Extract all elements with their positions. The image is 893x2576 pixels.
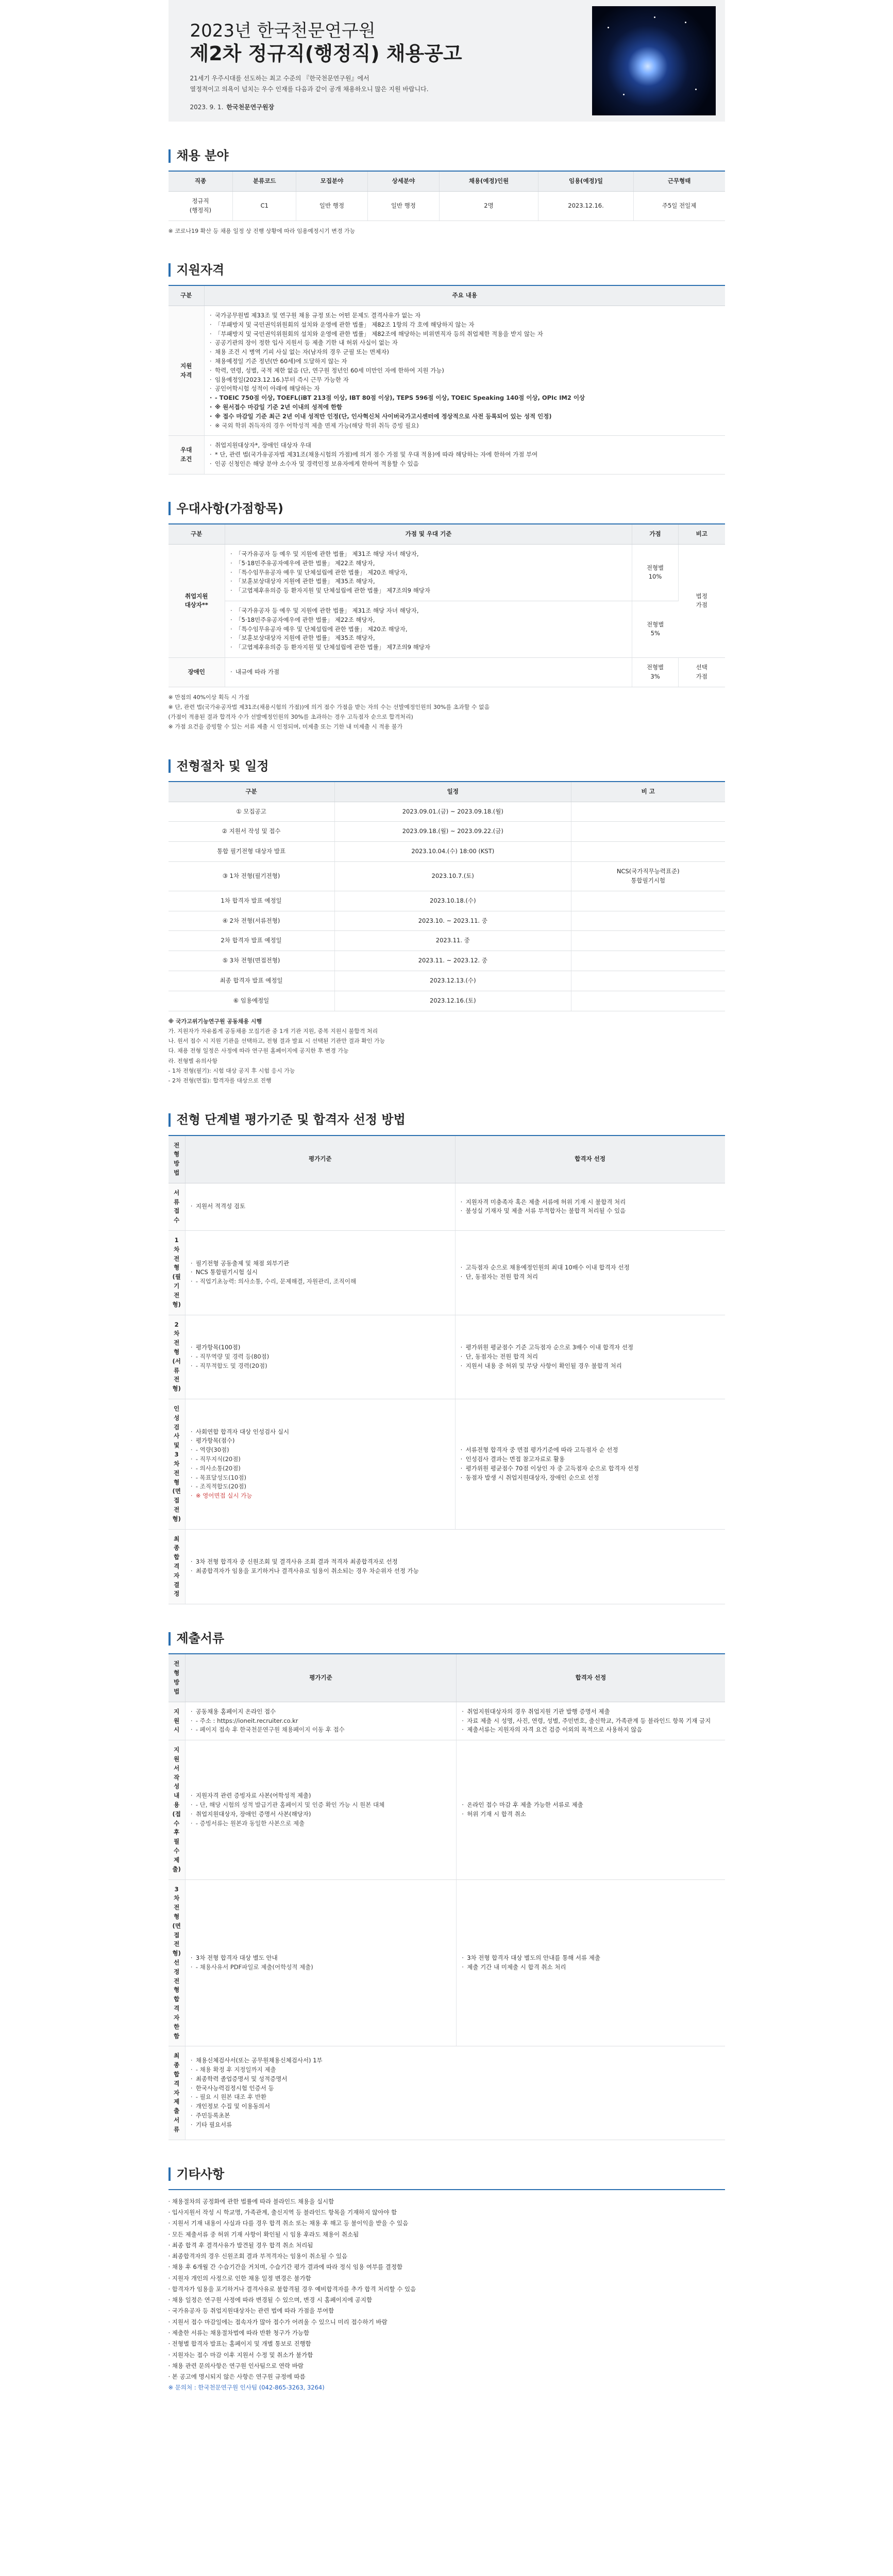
table-row <box>169 862 725 891</box>
criteria-item: · 3차 전형 합격자 대상 별도 안내 <box>190 1954 452 1963</box>
criteria-item: · - 필요 시 원본 대조 후 반환 <box>190 2093 721 2102</box>
note-line: 나. 원서 접수 시 지원 기관을 선택하고, 전형 결과 발표 시 선택된 기관만 결과 확인 가능 <box>168 1038 385 1045</box>
table-row <box>169 1315 725 1399</box>
criteria-item: · 개인정보 수집 및 이용동의서 <box>190 2102 721 2111</box>
remark: 법정 가점 <box>679 544 725 657</box>
col-header: 비 고 <box>571 782 724 802</box>
col-header: 분류코드 <box>233 172 296 191</box>
note-line: ※ 단, 관련 법(국가유공자법 제31조(채용시험의 가점))에 의거 점수 가점을 받는 자의 수는 선발예정인원의 30%를 초과할 수 없음 <box>168 703 490 710</box>
table-row <box>169 2046 725 2140</box>
criteria-item: · 3차 전형 합격자 중 신원조회 및 결격사유 조회 결과 적격자 최종합격자로 선정 <box>190 1557 721 1567</box>
etc-item: · 합격자가 임용을 포기하거나 결격사유로 불합격될 경우 예비합격자를 추가 합격 처리할 수 있음 <box>168 2285 416 2293</box>
qualification-item: · 학력, 연령, 성별, 국적 제한 없음 (단, 연구원 정년인 60세 미만인 자에 한하여 지원 가능) <box>209 366 721 376</box>
row-label: 최종합격자 결정 <box>169 1529 186 1604</box>
etc-item: · 채용절차의 공정화에 관한 법률에 따라 블라인드 채용을 실시함 <box>168 2197 334 2205</box>
criteria-item: · 채용신체검사서(또는 공무원채용신체검사서) 1부 <box>190 2056 721 2065</box>
procedure-notes <box>169 1016 725 1086</box>
etc-item: · 모든 제출서류 중 허위 기재 사항이 확인될 시 임용 후라도 채용이 취소됨 <box>168 2230 359 2238</box>
table-cell <box>571 802 724 822</box>
table-cell: 일반 행정 <box>296 192 368 221</box>
table-cell: 1차 합격자 발표 예정일 <box>169 891 335 911</box>
criteria-item: · 온라인 접수 마감 후 제출 가능한 서류로 제출 <box>461 1801 720 1810</box>
qualification-item: · 임용예정일(2023.12.16.)부터 즉시 근무 가능한 자 <box>209 376 721 385</box>
row-label: 지원서 작성내용 (접수 후 필수 제출) <box>169 1740 186 1879</box>
criteria-item: · - 페이지 접속 후 한국천문연구원 채용페이지 이동 후 접수 <box>190 1725 452 1735</box>
date-text: 2023. 9. 1. <box>190 104 224 111</box>
criteria-item: · 「국가유공자 등 예우 및 지원에 관한 법률」 제31조 해당 자녀 해당자, <box>229 550 628 559</box>
preference-table <box>169 524 725 687</box>
criteria-item: · 최종학력 졸업증명서 및 성적증명서 <box>190 2075 721 2084</box>
table-cell: 2023.10.18.(수) <box>334 891 571 911</box>
table-cell <box>571 991 724 1011</box>
criteria-item: · 공동채용 홈페이지 온라인 접수 <box>190 1707 452 1717</box>
criteria-item: · - 주소 : https://ioneit.recruiter.co.kr <box>190 1717 452 1726</box>
table-row <box>169 842 725 862</box>
table-cell: ② 지원서 작성 및 접수 <box>169 822 335 842</box>
etc-item: · 지원서 기재 내용이 사실과 다를 경우 합격 취소 또는 채용 후 해고 등 불이익을 받을 수 있음 <box>168 2219 409 2227</box>
row-label: 1차 전형 (필기전형) <box>169 1231 186 1315</box>
section-procedure <box>169 757 725 1086</box>
section-title: 전형 단계별 평가기준 및 합격자 선정 방법 <box>176 1112 406 1127</box>
criteria-item: · 사회연합 합격자 대상 인성검사 실시 <box>190 1428 451 1437</box>
note-line: - 1차 전형(필기): 시험 대상 공지 후 시험 응시 가능 <box>168 1067 295 1074</box>
section-title: 제출서류 <box>176 1631 225 1646</box>
announcement <box>169 0 725 2409</box>
table-row <box>169 1529 725 1604</box>
qualification-item: · 공공기관의 장이 정한 입사 지원서 등 제출 기한 내 허위 사실이 없는 자 <box>209 338 721 348</box>
criteria-item: · 기타 필요서류 <box>190 2121 721 2130</box>
criteria-item: · - 역량(30점) <box>190 1446 451 1455</box>
criteria-item: · - 직무역량 및 경력 등(80점) <box>190 1352 451 1362</box>
section-recruitment <box>169 146 725 236</box>
table-cell: 최종 합격자 발표 예정일 <box>169 971 335 991</box>
table-cell: 2023.09.18.(월) ~ 2023.09.22.(금) <box>334 822 571 842</box>
section-preference <box>169 499 725 732</box>
col-header: 일정 <box>334 782 571 802</box>
table-cell: 주5일 전일제 <box>633 192 724 221</box>
etc-item: · 지원자는 접수 마감 이후 지원서 수정 및 취소가 불가함 <box>168 2351 313 2359</box>
etc-item: · 지원자 개인의 사정으로 인한 채용 일정 변경은 불가함 <box>168 2274 311 2282</box>
preference-item: · * 단, 관련 법(국가유공자법 제31조(채용시험의 가점)에 의거 점수 가점 및 우대 적용)에 따라 해당하는 자에 한하여 가점 부여 <box>209 450 721 460</box>
section-title: 전형절차 및 일정 <box>176 758 269 773</box>
col-header: 가점 및 우대 기준 <box>225 524 632 544</box>
hero-desc-line-2: 열정적이고 의욕이 넘치는 우수 인재를 다음과 같이 공개 채용하오니 많은 지원 바랍니다. <box>190 85 429 93</box>
criteria-item: · - 의사소통(20점) <box>190 1464 451 1473</box>
row-label: 3차 전형 (면접전형) 선정 전형 합격자 한함 <box>169 1879 186 2046</box>
etc-item: · 제출한 서류는 채용절차법에 따라 반환 청구가 가능함 <box>168 2329 310 2336</box>
points: 전형별 5% <box>632 601 679 657</box>
row-label: 지원 시 <box>169 1702 186 1740</box>
row-label: 최종 합격자 제출서류 <box>169 2046 186 2140</box>
table-row <box>169 951 725 971</box>
criteria-item: · 평가항목(100점) <box>190 1343 451 1352</box>
remark: 선택 가점 <box>679 658 725 687</box>
criteria-item: · 「고엽제후유의증 등 환자지원 및 단체설립에 관한 법률」 제7조의9 해당자 <box>229 643 628 652</box>
table-cell: 2023.10.7.(토) <box>334 862 571 891</box>
criteria-item: · 단, 동점자는 전원 합격 처리 <box>460 1273 721 1282</box>
qualification-item: · ※ 원서접수 마감일 기준 2년 이내의 성적에 한함 <box>209 403 721 412</box>
preference-item: · 취업지원대상자*, 장애인 대상자 우대 <box>209 441 721 450</box>
row-label: 우대 조건 <box>169 436 205 474</box>
criteria-item: · 필기전형 공동출제 및 채점 외부기관 <box>190 1259 451 1268</box>
criteria-item: · 한국사능력검정시험 인증서 등 <box>190 2084 721 2093</box>
col-header: 합격자 선정 <box>457 1654 725 1702</box>
table-cell: ④ 2차 전형(서류전형) <box>169 911 335 931</box>
criteria-item: · 내규에 따라 가점 <box>229 668 628 677</box>
table-row <box>169 1740 725 1879</box>
criteria-item: · 「5·18민주유공자예우에 관한 법률」 제22조 해당자, <box>229 616 628 625</box>
table-row <box>169 891 725 911</box>
table-cell: ⑥ 임용예정일 <box>169 991 335 1011</box>
col-header: 평가기준 <box>185 1654 456 1702</box>
recruitment-note: ※ 코로나19 확산 등 채용 일정 상 진행 상황에 따라 임용예정시기 변경 가능 <box>168 227 356 234</box>
etc-item: · 입사지원서 작성 시 학교명, 가족관계, 출신지역 등 블라인드 항목을 기재하지 않아야 함 <box>168 2209 397 2216</box>
criteria-item: · 불성실 기재자 및 제출 서류 부적합자는 불합격 처리될 수 있음 <box>460 1207 721 1216</box>
criteria-item: · - 직무적합도 및 경력(20점) <box>190 1362 451 1371</box>
row-label: 서류 접수 <box>169 1183 186 1230</box>
table-row <box>169 1399 725 1530</box>
table-cell: 2023.10. ~ 2023.11. 중 <box>334 911 571 931</box>
recruitment-table <box>169 172 725 221</box>
criteria-item: · 「특수임무유공자 예우 및 단체설립에 관한 법률」 제20조 해당자, <box>229 625 628 634</box>
table-row <box>169 971 725 991</box>
note-line: ※ 만점의 40%이상 획득 시 가점 <box>168 693 249 701</box>
section-evaluation <box>169 1110 725 1604</box>
preference-item: · 인공 신청인은 해당 분야 소수자 및 경력인정 보유자에게 한하여 적용할 수 있음 <box>209 460 721 469</box>
table-cell: 2023.12.13.(수) <box>334 971 571 991</box>
criteria-item: · 단, 동점자는 전원 합격 처리 <box>460 1352 721 1362</box>
etc-item: · 전형별 합격자 발표는 홈페이지 및 개별 통보로 진행함 <box>168 2340 311 2348</box>
criteria-item: · - 채용사유서 PDF파일로 제출(어학성적 제출) <box>190 1963 452 1972</box>
col-header: 구분 <box>169 782 335 802</box>
section-title: 채용 분야 <box>176 148 229 163</box>
criteria-item: · 자료 제출 시 성명, 사진, 연령, 성별, 주민번호, 출신학교, 가족관계 등 블라인드 항목 기재 금지 <box>461 1717 720 1726</box>
table-cell <box>571 891 724 911</box>
row-label: 장애인 <box>169 658 225 687</box>
criteria-item: · 최종합격자가 임용을 포기하거나 결격사유로 임용이 취소되는 경우 차순위자 선정 가능 <box>190 1567 721 1576</box>
hero-title: 제2차 정규직(행정직) 채용공고 <box>190 42 462 65</box>
col-header: 가점 <box>632 524 679 544</box>
procedure-table <box>169 782 725 1011</box>
table-cell: 2차 합격자 발표 예정일 <box>169 931 335 951</box>
criteria-item: · 제출서류는 지원자의 자격 요건 검증 이외의 목적으로 사용하지 않음 <box>461 1725 720 1735</box>
qualification-item: · ※ 국외 학위 취득자의 경우 어학성적 제출 면제 가능(해당 학위 취득 증빙 필요) <box>209 421 721 431</box>
col-header: 주요 내용 <box>205 286 725 306</box>
qualification-table <box>169 286 725 474</box>
note-line: 가. 지원자가 자유롭게 공동채용 모집기관 중 1개 기관 지원, 중복 지원시 불합격 처리 <box>168 1027 378 1035</box>
criteria-item: · 지원자격 관련 증빙자료 사본(어학성적 제출) <box>190 1791 452 1801</box>
criteria-item: · 지원서 내용 중 허위 및 부당 사항이 확인될 경우 불합격 처리 <box>460 1362 721 1371</box>
qualification-item: · 「부패방지 및 국민권익위원회의 설치와 운영에 관한 법률」 제82조 1항의 각 호에 해당하지 않는 자 <box>209 320 721 330</box>
table-row <box>169 1183 725 1230</box>
qualification-item: · 국가공무원법 제33조 및 연구원 채용 규정 또는 어떤 문제도 결격사유가 없는 자 <box>209 311 721 320</box>
note-line: - 2차 전형(면접): 합격자를 대상으로 진행 <box>168 1077 272 1084</box>
row-label: 인성검사 및 3차 전형 (면접전형) <box>169 1399 186 1530</box>
etc-item: · 채용 후 6개월 간 수습기간을 거치며, 수습기간 평가 결과에 따라 정식 임용 여부를 결정함 <box>168 2263 403 2271</box>
etc-item: · 국가유공자 등 취업지원대상자는 관련 법에 따라 가점을 부여함 <box>168 2307 334 2315</box>
table-row <box>169 1231 725 1315</box>
criteria-item: · 3차 전형 합격자 대상 별도의 안내를 통해 서류 제출 <box>461 1954 720 1963</box>
qualification-item: · 공인어학시험 성적이 아래에 해당하는 자 <box>209 384 721 394</box>
criteria-item: · 제출 기간 내 미제출 시 합격 취소 처리 <box>461 1963 720 1972</box>
section-title: 기타사항 <box>176 2166 225 2181</box>
criteria-item: · ※ 영어면접 실시 가능 <box>190 1492 451 1501</box>
table-row <box>169 911 725 931</box>
table-cell: 2023.12.16.(토) <box>334 991 571 1011</box>
table-cell <box>571 931 724 951</box>
table-row <box>169 991 725 1011</box>
table-cell: 2023.09.01.(금) ~ 2023.09.18.(월) <box>334 802 571 822</box>
points: 전형별 10% <box>632 544 679 601</box>
qualification-item: · - TOEIC 750점 이상, TOEFL(iBT 213점 이상, IBT 80점 이상), TEPS 596점 이상, TOEIC Speaking 140점 이상, OPIc IM2 이상 <box>209 394 721 403</box>
col-header: 직종 <box>169 172 233 191</box>
criteria-item: · 주민등록초본 <box>190 2111 721 2121</box>
note-line: 다. 채용 전형 일정은 사정에 따라 연구원 홈페이지에 공지한 후 변경 가능 <box>168 1047 349 1055</box>
hero-desc-line-1: 21세기 우주시대를 선도하는 최고 수준의 『한국천문연구원』에서 <box>190 75 369 82</box>
col-header: 모집분야 <box>296 172 368 191</box>
criteria-item: · 「고엽제후유의증 등 환자지원 및 단체설립에 관한 법률」 제7조의9 해당자 <box>229 586 628 596</box>
points: 전형별 3% <box>632 658 679 687</box>
criteria-item: · NCS 통합필기시험 실시 <box>190 1268 451 1277</box>
table-cell: NCS(국가직무능력표준) 통합필기시험 <box>571 862 724 891</box>
table-row <box>169 1879 725 2046</box>
criteria-item: · - 채용 확정 후 지정일까지 제출 <box>190 2065 721 2075</box>
col-header: 구분 <box>169 286 205 306</box>
row-label: 취업지원 대상자** <box>169 544 225 657</box>
org-name: 한국천문연구원장 <box>226 104 275 111</box>
section-qualification <box>169 261 725 474</box>
criteria-item: · 지원서 적격성 검토 <box>190 1202 451 1211</box>
criteria-item: · - 직업기초능력: 의사소통, 수리, 문제해결, 자원관리, 조직이해 <box>190 1277 451 1286</box>
col-header: 평가기준 <box>185 1136 455 1183</box>
criteria-item: · 평가위원 평균점수 기준 고득점자 순으로 3배수 이내 합격자 선정 <box>460 1343 721 1352</box>
criteria-item: · - 직무지식(20점) <box>190 1455 451 1464</box>
documents-table <box>169 1654 725 2140</box>
table-cell: C1 <box>233 192 296 221</box>
criteria-item: · 지원자격 미충족자 혹은 제출 서류에 허위 기재 시 불합격 처리 <box>460 1198 721 1207</box>
col-header: 비고 <box>679 524 725 544</box>
criteria-item: · - 목표달성도(10점) <box>190 1473 451 1483</box>
criteria-item: · 「국가유공자 등 예우 및 지원에 관한 법률」 제31조 해당 자녀 해당자, <box>229 606 628 616</box>
criteria-item: · 「보훈보상대상자 지원에 관한 법률」 제35조 해당자, <box>229 634 628 643</box>
table-row <box>169 931 725 951</box>
criteria-item: · - 조직적합도(20점) <box>190 1482 451 1492</box>
criteria-item: · 「보훈보상대상자 지원에 관한 법률」 제35조 해당자, <box>229 577 628 586</box>
table-cell: ③ 1차 전형(필기전형) <box>169 862 335 891</box>
etc-list <box>169 2196 725 2383</box>
col-header: 전형방법 <box>169 1654 186 1702</box>
qualification-item: · 채용 조건 시 병역 기피 사실 없는 자(남자의 경우 군필 또는 면제자) <box>209 348 721 357</box>
table-cell: 정규직 (행정직) <box>169 192 233 221</box>
etc-item: · 채용 일정은 연구원 사정에 따라 변경될 수 있으며, 변경 시 홈페이지에 공지함 <box>168 2296 373 2304</box>
criteria-item: · 허위 기재 시 합격 취소 <box>461 1810 720 1819</box>
criteria-item: · 취업지원대상자의 경우 취업지원 기관 발행 증명서 제출 <box>461 1707 720 1717</box>
table-cell <box>571 842 724 862</box>
criteria-item: · 평가위원 평균점수 70점 이상인 자 중 고득점자 순으로 합격자 선정 <box>460 1464 721 1473</box>
col-header: 근무형태 <box>633 172 724 191</box>
qualification-item: · 「부패방지 및 국민권익위원회의 설치와 운영에 관한 법률」 제82조에 해당하는 비위면직자 등의 취업제한 적용을 받지 않는 자 <box>209 330 721 339</box>
table-cell: 2023.11. ~ 2023.12. 중 <box>334 951 571 971</box>
etc-item: · 채용 관련 문의사항은 연구원 인사팀으로 연락 바람 <box>168 2362 304 2369</box>
preference-notes <box>169 692 725 732</box>
table-cell <box>571 971 724 991</box>
table-row <box>169 802 725 822</box>
table-cell: ① 모집공고 <box>169 802 335 822</box>
hero-year: 2023년 한국천문연구원 <box>190 21 376 41</box>
criteria-item: · 평가항목(점수) <box>190 1436 451 1446</box>
criteria-item: · 「5·18민주유공자예우에 관한 법률」 제22조 해당자, <box>229 559 628 568</box>
section-etc <box>169 2165 725 2394</box>
table-cell: 2023.10.04.(수) 18:00 (KST) <box>334 842 571 862</box>
qualification-item: · 채용예정일 기준 정년(만 60세)에 도달하지 않는 자 <box>209 357 721 366</box>
note-line: ※ 가점 요건을 증빙할 수 있는 서류 제출 시 인정되며, 미제출 또는 기한 내 미제출 시 적용 불가 <box>168 723 403 731</box>
row-label: 지원 자격 <box>169 306 205 436</box>
table-cell: 통합 필기전형 대상자 발표 <box>169 842 335 862</box>
criteria-item: · 서류전형 합격자 중 면접 평가기준에 따라 고득점자 순 선정 <box>460 1446 721 1455</box>
evaluation-table <box>169 1136 725 1605</box>
table-cell: 일반 행정 <box>367 192 439 221</box>
galaxy-image <box>592 6 716 115</box>
criteria-item: · - 증빙서류는 원본과 동일한 사본으로 제출 <box>190 1819 452 1828</box>
col-header: 채용(예정)인원 <box>439 172 538 191</box>
table-row <box>169 822 725 842</box>
criteria-item: · 고득점자 순으로 채용예정인원의 최대 10배수 이내 합격자 선정 <box>460 1263 721 1273</box>
criteria-item: · - 단, 해당 시험의 성적 발급기관 홈페이지 및 인증 확인 가능 시 원본 대체 <box>190 1801 452 1810</box>
section-title: 우대사항(가점항목) <box>176 501 283 516</box>
row-label: 2차 전형 (서류전형) <box>169 1315 186 1399</box>
table-cell <box>571 911 724 931</box>
table-cell <box>571 951 724 971</box>
hero-banner <box>169 0 725 122</box>
col-header: 전형방법 <box>169 1136 186 1183</box>
criteria-item: · 「특수임무유공자 예우 및 단체설립에 관한 법률」 제20조 해당자, <box>229 568 628 578</box>
criteria-item: · 취업지원대상자, 장애인 증명서 사본(해당자) <box>190 1810 452 1819</box>
table-cell: ⑤ 3차 전형(면접전형) <box>169 951 335 971</box>
section-documents <box>169 1629 725 2140</box>
section-title: 지원자격 <box>176 262 225 277</box>
note-line: 라. 전형별 유의사항 <box>168 1057 217 1064</box>
note-line: (가점이 적용된 결과 합격자 수가 선발예정인원의 30%를 초과하는 경우 고득점자 순으로 합격처리) <box>168 714 413 721</box>
contact-note: ※ 문의처 : 한국천문연구원 인사팀 (042-865-3263, 3264) <box>168 2384 325 2392</box>
criteria-item: · 인성검사 결과는 면접 참고자료로 활용 <box>460 1455 721 1464</box>
qualification-item: · ※ 접수 마감일 기준 최근 2년 이내 성적만 인정(단, 인사혁신처 사이버국가고시센터에 정상적으로 사전 등록되어 있는 성적 인정) <box>209 412 721 421</box>
etc-item: · 최종합격자의 경우 신원조회 결과 부적격자는 임용이 취소될 수 있음 <box>168 2252 348 2260</box>
criteria-item: · 동점자 발생 시 취업지원대상자, 장애인 순으로 선정 <box>460 1473 721 1483</box>
table-cell: 2023.11. 중 <box>334 931 571 951</box>
table-cell: 2명 <box>439 192 538 221</box>
table-cell: 2023.12.16. <box>538 192 634 221</box>
col-header: 합격자 선정 <box>455 1136 724 1183</box>
col-header: 임용(예정)일 <box>538 172 634 191</box>
etc-item: · 최종 합격 후 결격사유가 발견될 경우 합격 취소 처리됨 <box>168 2241 313 2249</box>
etc-item: · 지원서 접수 마감일에는 접속자가 많아 접수가 어려울 수 있으니 미리 접수하기 바람 <box>168 2318 387 2326</box>
etc-item: · 본 공고에 명시되지 않은 사항은 연구원 규정에 따름 <box>168 2373 306 2381</box>
col-header: 상세분야 <box>367 172 439 191</box>
col-header: 구분 <box>169 524 225 544</box>
table-cell <box>571 822 724 842</box>
table-row <box>169 1702 725 1740</box>
note-line: ※ 국가고위기능연구원 공동채용 시행 <box>168 1018 262 1025</box>
